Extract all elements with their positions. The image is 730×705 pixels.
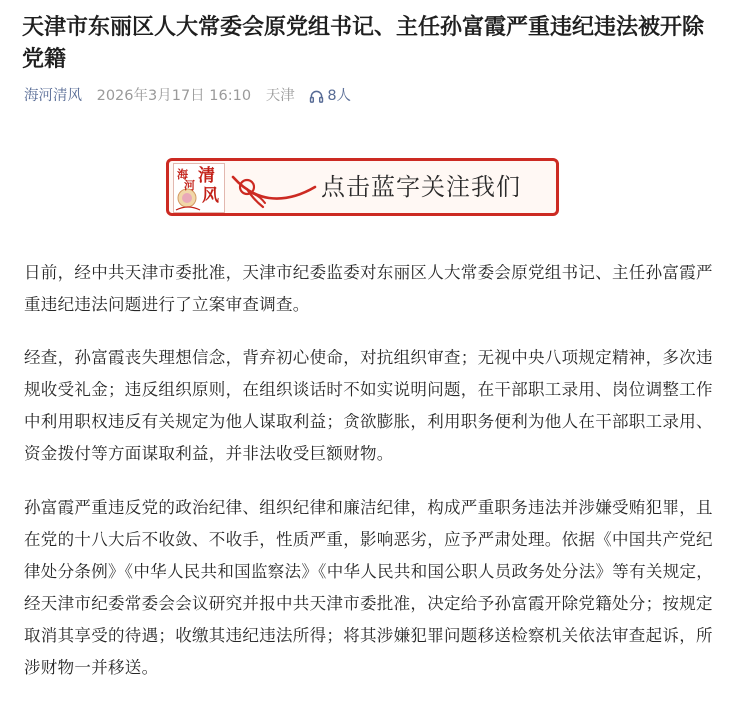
- headphones-icon: [309, 89, 324, 104]
- listen-button[interactable]: [309, 85, 351, 107]
- article-title: 天津市东丽区人大常委会原党组书记、主任孙富霞严重违纪违法被开除党籍: [22, 15, 705, 72]
- publish-date: 2026年3月17日 16:10: [96, 88, 252, 104]
- account-name-link[interactable]: 海河清风: [24, 88, 82, 104]
- account-logo: [173, 163, 225, 213]
- article-paragraph-1: 日前，经中共天津市委批准，天津市纪委监委对东丽区人大常委会原党组书记、主任孙富霞严重违纪违法问题进行了立案审查调查。: [24, 263, 713, 314]
- logo-char-2: 河: [184, 179, 195, 192]
- article-paragraph-3: 孙富霞严重违反党的政治纪律、组织纪律和廉洁纪律，构成严重职务违法并涉嫌受贿犯罪，且在党的十八大后不收敛、不收手，性质严重，影响恶劣，应予严肃处理。依据《中国共产党纪律处分条例》《中华人民共和国监察法》《中华人民共和国公职人员政务处分法》等有关规定，经天津市纪委常委会会议研究并报中共天津市委批准，决定给予孙富霞开除党籍处分；按规定取消其享受的待遇；收缴其违纪违法所得；将其涉嫌犯罪问题移送检察机关依法审查起诉，所涉财物一并移送。: [24, 498, 714, 677]
- listen-count: 8人: [327, 88, 352, 104]
- follow-banner[interactable]: [166, 158, 559, 216]
- follow-call-to-action: 点击蓝字关注我们: [321, 173, 521, 201]
- logo-char-4: 风: [202, 186, 219, 206]
- logo-char-1: 海: [177, 168, 188, 181]
- article-meta: [24, 85, 351, 107]
- publish-location: 天津: [265, 88, 295, 104]
- click-hand-arrow-icon: [229, 165, 319, 215]
- logo-char-3: 清: [198, 166, 215, 186]
- article-paragraph-2: 经查，孙富霞丧失理想信念，背弃初心使命，对抗组织审查；无视中央八项规定精神，多次违规收受礼金；违反组织原则，在组织谈话时不如实说明问题，在干部职工录用、岗位调整工作中利用职权违反有关规定为他人谋取利益；贪欲膨胀，利用职务便利为他人在干部职工录用、资金拨付等方面谋取利益，并非法收受巨额财物。: [24, 348, 713, 463]
